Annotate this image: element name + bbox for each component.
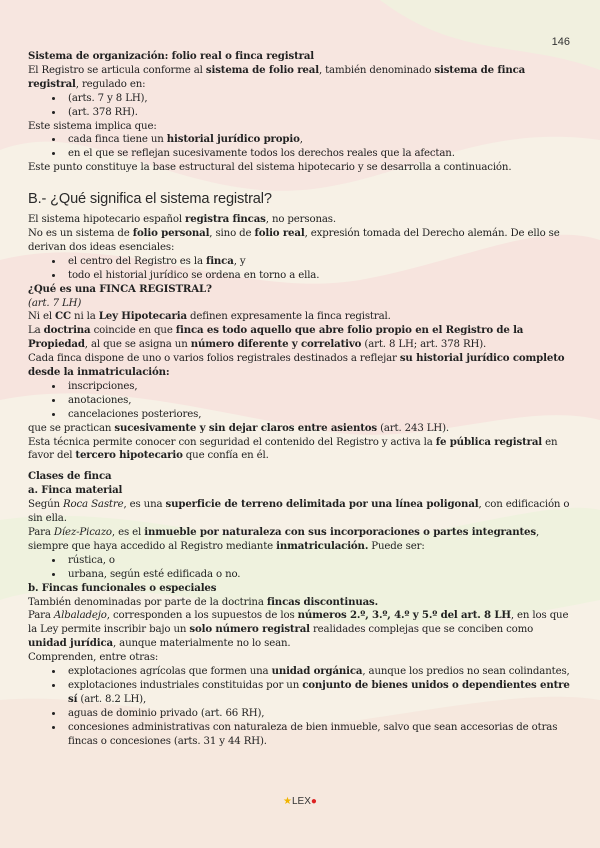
list-item: • aguas de dominio privado (art. 66 RH),: [64, 707, 573, 721]
bullet-list: [28, 255, 573, 283]
logo-text: LEX: [292, 796, 311, 807]
paragraph: Para Albaladejo, corresponden a los supuestos de los números 2.º, 3.º, 4.º y 5.º del art. 8 LH, en los que la Ley permite inscribir bajo un solo número registral realidades complejas que se conciben como unidad jurídica, aunque materialmente no lo sean.: [28, 609, 569, 650]
footer-logo: [0, 796, 600, 807]
paragraph: Según Roca Sastre, es una superficie de terreno delimitada por una línea poligonal, con edificación o sin ella.: [28, 498, 570, 525]
list-item: • anotaciones,: [64, 394, 573, 408]
paragraph: Este punto constituye la base estructural del sistema hipotecario y se desarrolla a continuación.: [28, 162, 512, 174]
list-item: • (art. 378 RH).: [64, 106, 573, 120]
list-item: • concesiones administrativas con naturaleza de bien inmueble, salvo que sean accesorias de otras fincas o concesiones (arts. 31 y 44 RH).: [64, 721, 573, 749]
article-reference: (art. 7 LH): [28, 297, 82, 309]
paragraph: La doctrina coincide en que finca es todo aquello que abre folio propio en el Registro de la Propiedad, al que se asigna un número diferente y correlativo (art. 8 LH; art. 378 RH).: [28, 324, 524, 351]
section-title: Sistema de organización: folio real o finca registral: [28, 50, 315, 62]
bullet-list: [28, 380, 573, 422]
bullet-list: [28, 133, 573, 161]
list-item: • cancelaciones posteriores,: [64, 408, 573, 422]
subsection-title: ¿Qué es una FINCA REGISTRAL?: [28, 282, 212, 295]
paragraph: Comprenden, entre otras:: [28, 652, 159, 664]
list-item: • en el que se reflejan sucesivamente todos los derechos reales que la afectan.: [64, 147, 573, 161]
bullet-list: [28, 92, 573, 120]
paragraph: Ni el CC ni la Ley Hipotecaria definen expresamente la finca registral.: [28, 310, 391, 323]
page-content: [28, 50, 573, 749]
list-item: • explotaciones industriales constituidas por un conjunto de bienes unidos o dependientes entre sí (art. 8.2 LH),: [64, 679, 573, 707]
subsection-title: a. Finca material: [28, 484, 123, 497]
list-item: • cada finca tiene un historial jurídico propio,: [64, 133, 573, 147]
page-number: 146: [551, 36, 570, 48]
paragraph: que se practican sucesivamente y sin dejar claros entre asientos (art. 243 LH).: [28, 421, 450, 434]
paragraph: No es un sistema de folio personal, sino de folio real, expresión tomada del Derecho alemán. De ello se derivan dos ideas esenciales:: [28, 226, 560, 253]
subsection-title: b. Fincas funcionales o especiales: [28, 581, 217, 594]
paragraph: El sistema hipotecario español registra fincas, no personas.: [28, 213, 336, 226]
list-item: • explotaciones agrícolas que formen una unidad orgánica, aunque los predios no sean colindantes,: [64, 665, 573, 679]
paragraph: Para Díez-Picazo, es el inmueble por naturaleza con sus incorporaciones o partes integrantes, siempre que haya accedido al Registro mediante inmatriculación. Puede ser:: [28, 526, 540, 552]
bullet-list: [28, 665, 573, 748]
paragraph: El Registro se articula conforme al sistema de folio real, también denominado sistema de finca registral, regulado en:: [28, 63, 526, 90]
list-item: • todo el historial jurídico se ordena en torno a ella.: [64, 269, 573, 283]
paragraph: Esta técnica permite conocer con seguridad el contenido del Registro y activa la fe pública registral en favor del tercero hipotecario que confía en él.: [28, 435, 558, 462]
list-item: • inscripciones,: [64, 380, 573, 394]
spacer: [28, 463, 573, 470]
list-item: • (arts. 7 y 8 LH),: [64, 92, 573, 106]
list-item: • rústica, o: [64, 554, 573, 568]
section-heading: B.- ¿Qué significa el sistema registral?: [28, 191, 272, 208]
paragraph: También denominadas por parte de la doctrina fincas discontinuas.: [28, 595, 379, 608]
list-item: • el centro del Registro es la finca, y: [64, 255, 573, 269]
star-icon: ★: [283, 796, 292, 807]
drop-icon: ●: [310, 796, 317, 807]
list-item: • urbana, según esté edificada o no.: [64, 568, 573, 582]
paragraph: Cada finca dispone de uno o varios folios registrales destinados a reflejar su historial jurídico completo desde la inmatriculación:: [28, 352, 565, 379]
subsection-title: Clases de finca: [28, 470, 112, 483]
bullet-list: [28, 554, 573, 582]
paragraph: Este sistema implica que:: [28, 120, 157, 132]
